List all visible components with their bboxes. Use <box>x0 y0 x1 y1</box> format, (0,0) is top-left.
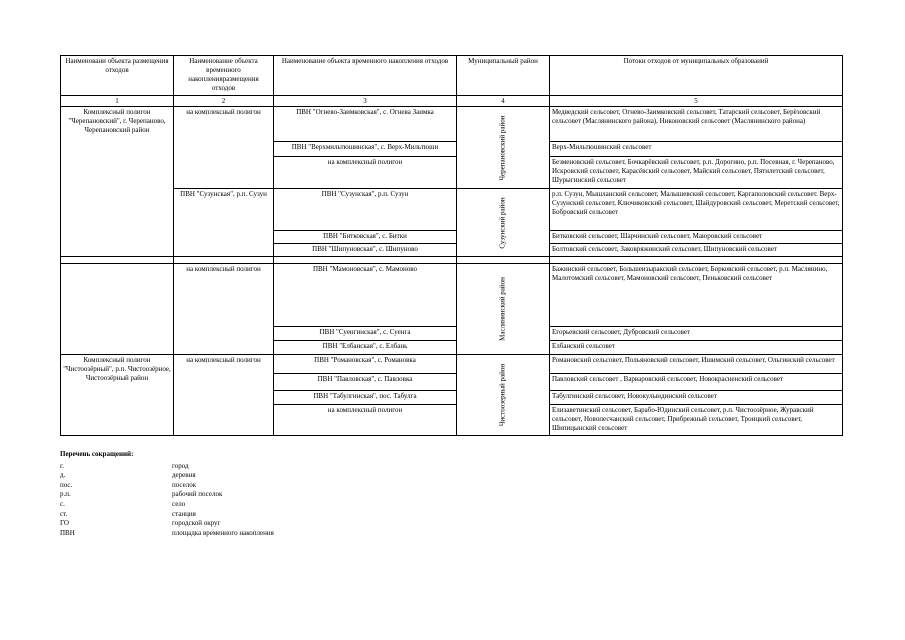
pvn-cell: ПВН "Сузунская", р.п. Сузун <box>274 189 457 231</box>
abbreviation-item <box>60 462 274 472</box>
col-number: 1 <box>61 96 174 107</box>
col-header-pvn: Наименование объекта временного накопления отходов <box>274 56 457 96</box>
raion-cherepanovsky <box>457 107 550 189</box>
table-row <box>61 355 843 374</box>
abbreviation-item <box>60 471 274 481</box>
column-numbers-row <box>61 96 843 107</box>
pvn-cell: ПВН "Мамоновская", с. Мамоново <box>274 264 457 327</box>
polygon-chistoozerny: Комплексный полигон "Чистоозёрный", р.п. Чистоозёрное, Чистоозёрный район <box>61 355 174 436</box>
abbreviation-item <box>60 500 274 510</box>
pvn-suzunskaya-object: ПВН "Сузунская", р.п. Сузун <box>174 189 274 257</box>
pvn-cell: на комплексный полигон <box>274 157 457 189</box>
col-header-object: Наименовани объекта размещения отходов <box>61 56 174 96</box>
abbr-key: с. <box>60 499 65 508</box>
raion-label: Сузунский район <box>498 196 507 249</box>
abbreviations-title: Перечень сокращений: <box>60 450 134 458</box>
na-poligon-cell: на комплексный полигон <box>174 355 274 436</box>
polygon-cherepanovsky: Комплексный полигон "Черепановский", г. Черепаново, Черепановский район <box>61 107 174 257</box>
spacer-cell <box>274 257 457 264</box>
pvn-cell: ПВН "Павловская", с. Павловка <box>274 374 457 391</box>
abbreviation-item <box>60 510 274 520</box>
pvn-cell: ПВН "Табулгинская", пос. Табулга <box>274 391 457 405</box>
col-header-raion: Муниципальный район <box>457 56 550 96</box>
col-number: 2 <box>174 96 274 107</box>
raion-label: Чистоозерный район <box>498 363 507 427</box>
pvn-cell: на комплексный полигон <box>274 405 457 436</box>
flows-cell: Болтовский сельсовет, Заковряжинский сельсовет, Шипуновский сельсовет <box>550 244 843 257</box>
pvn-cell: ПВН "Шипуновская", с. Шипуново <box>274 244 457 257</box>
abbr-key: пос. <box>60 480 73 489</box>
flows-cell: Романовский сельсовет, Польяновский сельсовет, Ишимский сельсовет, Ольгинский сельсовет <box>550 355 843 374</box>
pvn-cell: ПВН "Огнево-Заимковская", с. Огнева Заимка <box>274 107 457 142</box>
col-number: 3 <box>274 96 457 107</box>
abbr-value: станция <box>172 509 196 518</box>
spacer-cell <box>550 257 843 264</box>
header-row <box>61 56 843 96</box>
flows-cell: Егорьевский сельсовет, Дубровский сельсовет <box>550 327 843 341</box>
flows-cell: Елбанский сельсовет <box>550 341 843 355</box>
abbr-value: поселок <box>172 480 197 489</box>
raion-chistoozerny <box>457 355 550 436</box>
abbr-key: р.п. <box>60 490 71 499</box>
raion-label: Черепановский район <box>498 115 507 180</box>
spacer-cell <box>61 257 174 264</box>
na-poligon-cell: на комплексный полигон <box>174 107 274 189</box>
flows-cell: Битковский сельсовет, Шарчинский сельсовет, Маюровский сельсовет <box>550 231 843 244</box>
waste-flow-table <box>60 55 843 436</box>
abbr-key: г. <box>60 461 64 470</box>
pvn-cell: ПВН "Елбанская", с. Елбань <box>274 341 457 355</box>
abbr-key: д. <box>60 471 66 480</box>
flows-cell: р.п. Сузун, Мышланский сельсовет, Малышевский сельсовет, Каргаполовский сельсовет. Верх-Сузунский сельсовет, Ключиковский сельсовет, Шайдуровский сельсовет, Меретский сельсовет, Бобровский сельсовет <box>550 189 843 231</box>
col-number: 5 <box>550 96 843 107</box>
pvn-cell: ПВН "Верхмильтюшинская", с. Верх-Мильтюши <box>274 142 457 157</box>
abbr-key: ст. <box>60 509 68 518</box>
empty-polygon-cell <box>61 264 174 355</box>
abbreviation-item <box>60 490 274 500</box>
abbreviation-item <box>60 529 274 539</box>
col-header-flows: Потоки отходов от муниципальных образований <box>550 56 843 96</box>
col-number: 4 <box>457 96 550 107</box>
flows-cell: Бажинский сельсовет, Большеизыракский сельсовет, Борковский сельсовет, р.п. Маслянино, Малотомский сельсовет, Мамоновский сельсовет, Пеньковский сельсовет <box>550 264 843 327</box>
abbreviation-item <box>60 481 274 491</box>
pvn-cell: ПВН "Романовская", с. Романовка <box>274 355 457 374</box>
table-row <box>61 264 843 327</box>
spacer-cell <box>457 257 550 264</box>
raion-suzunsky <box>457 189 550 257</box>
abbr-value: рабочий поселок <box>172 490 223 499</box>
abbr-key: ГО <box>60 519 69 528</box>
pvn-cell: ПВН "Суенгинская", с. Суенга <box>274 327 457 341</box>
abbreviation-item <box>60 519 274 529</box>
abbr-value: городской округ <box>172 519 221 528</box>
flows-cell: Табулгинский сельсовет, Новокулындинский сельсовет <box>550 391 843 405</box>
abbreviations-list <box>60 450 274 538</box>
flows-cell: Безменовский сельсовет, Бочкарёвский сельсовет, р.п. Дорогино, р.п. Посевная, г. Черепаново, Искровский сельсовет, Карасёвский сельсовет, Майский сельсовет, Пятилетский сельсовет, Шурыгинский сельсовет <box>550 157 843 189</box>
abbr-key: ПВН <box>60 528 75 537</box>
spacer-row <box>61 257 843 264</box>
na-poligon-cell: на комплексный полигон <box>174 264 274 355</box>
col-header-temp-object: Наименование объекта временного накопленияразмещения отходов <box>174 56 274 96</box>
table-row <box>61 189 843 231</box>
flows-cell: Верх-Мильтюшинский сельсовет <box>550 142 843 157</box>
abbr-value: площадка временного накопления <box>172 528 274 537</box>
spacer-cell <box>174 257 274 264</box>
flows-cell: Елизаветинский сельсовет, Барабо-Юдинский сельсовет, р.п. Чистоозёрное, Журавский сельсовет, Новопесчанский сельсовет, Прибрежный сельсовет, Троицкий сельсовет, Шипицынский сельсовет <box>550 405 843 436</box>
raion-label: Маслянинский район <box>498 277 507 341</box>
abbr-value: деревня <box>172 471 196 480</box>
abbr-value: село <box>172 499 186 508</box>
raion-maslyaninsky <box>457 264 550 355</box>
table-row <box>61 107 843 142</box>
pvn-cell: ПВН "Битковская", с. Битки <box>274 231 457 244</box>
flows-cell: Павловский сельсовет , Варваровский сельсовет, Новокрасненский сельсовет <box>550 374 843 391</box>
flows-cell: Медведский сельсовет, Огнево-Заимковский сельсовет, Татарский сельсовет, Берёзовский сельсовет (Маслянинского района), Никоновский сельсовет (Маслянинского района) <box>550 107 843 142</box>
abbr-value: город <box>172 461 189 470</box>
